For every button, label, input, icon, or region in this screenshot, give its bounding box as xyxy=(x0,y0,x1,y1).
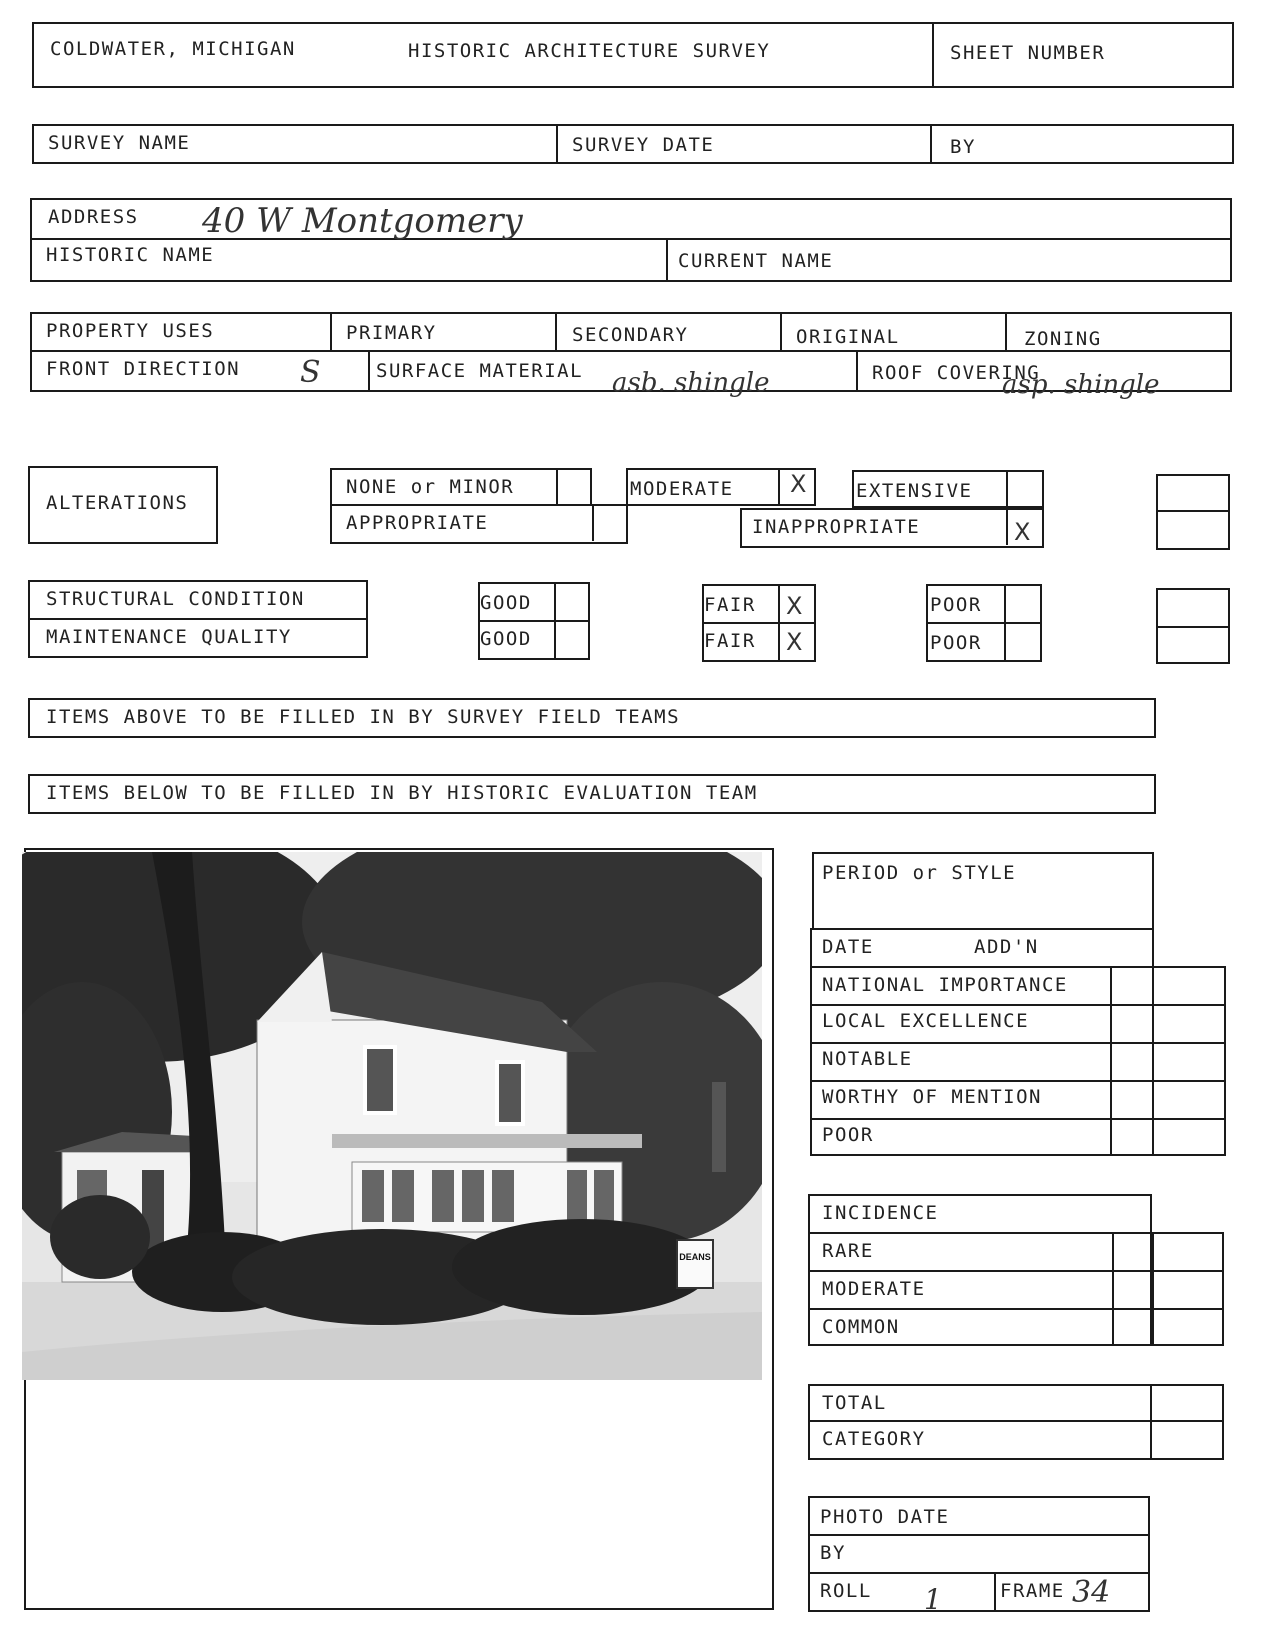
roof-covering-value: asp. shingle xyxy=(1002,370,1160,400)
appropriate-checkbox[interactable] xyxy=(592,505,626,541)
by-label: BY xyxy=(950,136,976,158)
none-minor-label: NONE or MINOR xyxy=(346,476,515,498)
photo-info-line-2 xyxy=(808,1572,1150,1574)
incidence-score-divider xyxy=(1152,1232,1154,1346)
incidence-row-moderate: MODERATE xyxy=(822,1278,926,1300)
moderate-mark: X xyxy=(790,470,807,498)
address-value: 40 W Montgomery xyxy=(202,201,523,241)
inappropriate-label: INAPPROPRIATE xyxy=(752,516,921,538)
incidence-row-line-0 xyxy=(808,1232,1224,1234)
house-photo-drawing xyxy=(22,852,762,1380)
poor-checkbox-divider xyxy=(1004,584,1006,662)
incidence-score-box xyxy=(1112,1232,1224,1346)
zoning-label: ZONING xyxy=(1024,328,1102,350)
survey-name-label: SURVEY NAME xyxy=(48,132,191,154)
sign-text: DEANS xyxy=(679,1252,711,1262)
house-photo xyxy=(22,852,762,1380)
alterations-label: ALTERATIONS xyxy=(46,492,189,514)
structural-fair-label: FAIR xyxy=(704,594,756,616)
evaluation-row-national: NATIONAL IMPORTANCE xyxy=(822,974,1068,996)
above-note: ITEMS ABOVE TO BE FILLED IN BY SURVEY FIELD TEAMS xyxy=(46,706,681,728)
evaluation-row-line-4 xyxy=(810,1118,1226,1120)
evaluation-row-line-2 xyxy=(810,1042,1226,1044)
incidence-row-line-2 xyxy=(808,1308,1224,1310)
photo-by-label: BY xyxy=(820,1542,846,1564)
photo-info-line-1 xyxy=(808,1534,1150,1536)
property-v4 xyxy=(1005,312,1007,350)
surface-material-value: asb. shingle xyxy=(612,368,770,398)
survey-row-divider-1 xyxy=(556,124,558,164)
total-label: TOTAL xyxy=(822,1392,887,1414)
extensive-label: EXTENSIVE xyxy=(856,480,973,502)
historic-name-label: HISTORIC NAME xyxy=(46,244,215,266)
good-checkbox-divider xyxy=(554,582,556,660)
below-note: ITEMS BELOW TO BE FILLED IN BY HISTORIC EVALUATION TEAM xyxy=(46,782,758,804)
original-label: ORIGINAL xyxy=(796,326,900,348)
evaluation-row-notable: NOTABLE xyxy=(822,1048,913,1070)
structural-condition-label: STRUCTURAL CONDITION xyxy=(46,588,305,610)
evaluation-row-worthy: WORTHY OF MENTION xyxy=(822,1086,1042,1108)
evaluation-row-line-1 xyxy=(810,1004,1226,1006)
maintenance-fair-label: FAIR xyxy=(704,630,756,652)
evaluation-row-local: LOCAL EXCELLENCE xyxy=(822,1010,1030,1032)
property-v2 xyxy=(555,312,557,350)
fair-divider xyxy=(702,622,816,624)
photo-info-frame-divider xyxy=(994,1572,996,1612)
incidence-row-common: COMMON xyxy=(822,1316,900,1338)
period-style-label: PERIOD or STYLE xyxy=(822,862,1017,884)
condition-score-divider xyxy=(1156,626,1230,628)
fair-checkbox-divider xyxy=(778,584,780,662)
property-v5 xyxy=(368,350,370,392)
property-divider xyxy=(30,350,1232,352)
property-v1 xyxy=(330,312,332,350)
evaluation-score-divider xyxy=(1152,966,1154,1156)
evaluation-row-line-3 xyxy=(810,1080,1226,1082)
structural-good-label: GOOD xyxy=(480,592,532,614)
roof-covering-label: ROOF COVERING xyxy=(872,362,1041,384)
roll-label: ROLL xyxy=(820,1580,872,1602)
current-name-label: CURRENT NAME xyxy=(678,250,834,272)
total-score-divider xyxy=(1150,1384,1152,1460)
alterations-score-box xyxy=(1156,474,1230,550)
incidence-row-rare: RARE xyxy=(822,1240,874,1262)
city-label: COLDWATER, MICHIGAN xyxy=(50,38,296,60)
roll-value: 1 xyxy=(924,1583,942,1616)
survey-date-label: SURVEY DATE xyxy=(572,134,715,156)
current-name-divider xyxy=(666,238,668,282)
moderate-label: MODERATE xyxy=(630,478,734,500)
front-direction-label: FRONT DIRECTION xyxy=(46,358,241,380)
maintenance-good-label: GOOD xyxy=(480,628,532,650)
inappropriate-mark: X xyxy=(1014,518,1031,546)
property-v6 xyxy=(856,350,858,392)
total-divider xyxy=(808,1420,1224,1422)
evaluation-row-line-0 xyxy=(810,966,1226,968)
incidence-row-line-1 xyxy=(808,1270,1224,1272)
evaluation-row-poor: POOR xyxy=(822,1124,874,1146)
front-direction-value: S xyxy=(300,355,321,390)
incidence-label: INCIDENCE xyxy=(822,1202,939,1224)
address-label: ADDRESS xyxy=(48,206,139,228)
survey-title: HISTORIC ARCHITECTURE SURVEY xyxy=(408,40,771,62)
surface-material-label: SURFACE MATERIAL xyxy=(376,360,584,382)
frame-label: FRAME xyxy=(1000,1580,1065,1602)
primary-label: PRIMARY xyxy=(346,322,437,344)
structural-poor-label: POOR xyxy=(930,594,982,616)
header-divider xyxy=(932,22,934,88)
photo-date-label: PHOTO DATE xyxy=(820,1506,950,1528)
good-divider xyxy=(478,620,590,622)
evaluation-score-box xyxy=(1110,966,1226,1156)
poor-divider xyxy=(926,622,1042,624)
maintenance-quality-label: MAINTENANCE QUALITY xyxy=(46,626,292,648)
sheet-number-label: SHEET NUMBER xyxy=(950,42,1106,64)
date-label: DATE xyxy=(822,936,874,958)
addn-label: ADD'N xyxy=(974,936,1039,958)
maintenance-fair-mark: X xyxy=(786,628,803,656)
secondary-label: SECONDARY xyxy=(572,324,689,346)
category-label: CATEGORY xyxy=(822,1428,926,1450)
survey-row-divider-2 xyxy=(930,124,932,164)
alterations-score-divider xyxy=(1156,510,1230,512)
extensive-checkbox[interactable] xyxy=(1006,471,1040,507)
maintenance-poor-label: POOR xyxy=(930,632,982,654)
none-minor-checkbox[interactable] xyxy=(556,469,590,505)
appropriate-label: APPROPRIATE xyxy=(346,512,489,534)
property-v3 xyxy=(780,312,782,350)
structural-fair-mark: X xyxy=(786,592,803,620)
condition-label-divider xyxy=(28,618,368,620)
frame-value: 34 xyxy=(1072,1575,1111,1610)
property-uses-label: PROPERTY USES xyxy=(46,320,215,342)
